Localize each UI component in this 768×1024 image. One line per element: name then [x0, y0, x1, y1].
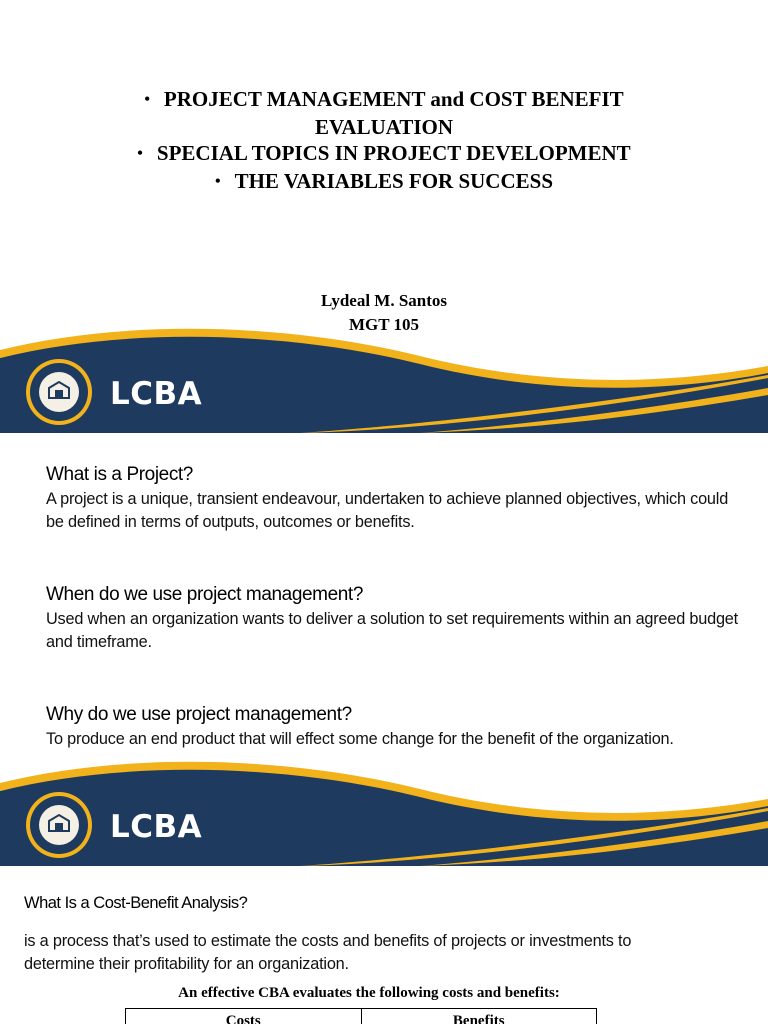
section-heading: Why do we use project management?: [46, 704, 352, 725]
title-line-3: • SPECIAL TOPICS IN PROJECT DEVELOPMENT: [0, 140, 768, 168]
lcba-logo-text: LCBA: [110, 809, 203, 845]
bullet-icon: •: [137, 145, 143, 162]
cba-caption: An effective CBA evaluates the following costs and benefits:: [178, 985, 560, 1001]
section-heading: When do we use project management?: [46, 584, 363, 605]
title-slide: [0, 0, 768, 433]
section-heading: What is a Project?: [46, 464, 193, 485]
bullet-icon: •: [214, 172, 221, 190]
cba-heading: What Is a Cost-Benefit Analysis?: [24, 894, 248, 912]
lcba-logo-text: LCBA: [110, 376, 203, 412]
lcba-seal-icon: [25, 791, 93, 859]
title-line-4: • THE VARIABLES FOR SUCCESS: [0, 168, 768, 196]
section-body: To produce an end product that will effect some change for the benefit of the organization.: [46, 730, 674, 748]
footer-banner: [0, 0, 768, 433]
title-line-2: EVALUATION: [314, 114, 454, 139]
table-header-costs: Costs: [225, 1013, 261, 1024]
section-body: Used when an organization wants to deliver a solution to set requirements within an agreed budget and timeframe.: [46, 610, 738, 651]
cba-table: [125, 1008, 597, 1024]
bullet-icon: •: [144, 91, 150, 108]
cba-body: is a process that’s used to estimate the costs and benefits of projects or investments to determine their profitability for an organization.: [24, 932, 632, 973]
table-header-benefits: Benefits: [361, 1009, 597, 1024]
author-name: Lydeal M. Santos: [320, 291, 448, 310]
title-line-1: • PROJECT MANAGEMENT and COST BENEFIT: [0, 86, 768, 114]
project-slide: [0, 433, 768, 866]
section-body: A project is a unique, transient endeavour, undertaken to achieve planned objectives, which could be defined in terms of outputs, outcomes or benefits.: [46, 490, 729, 531]
course-code: MGT 105: [348, 315, 420, 334]
cba-slide: [0, 866, 768, 1024]
lcba-seal-icon: [25, 358, 93, 426]
footer-banner: [0, 433, 768, 866]
